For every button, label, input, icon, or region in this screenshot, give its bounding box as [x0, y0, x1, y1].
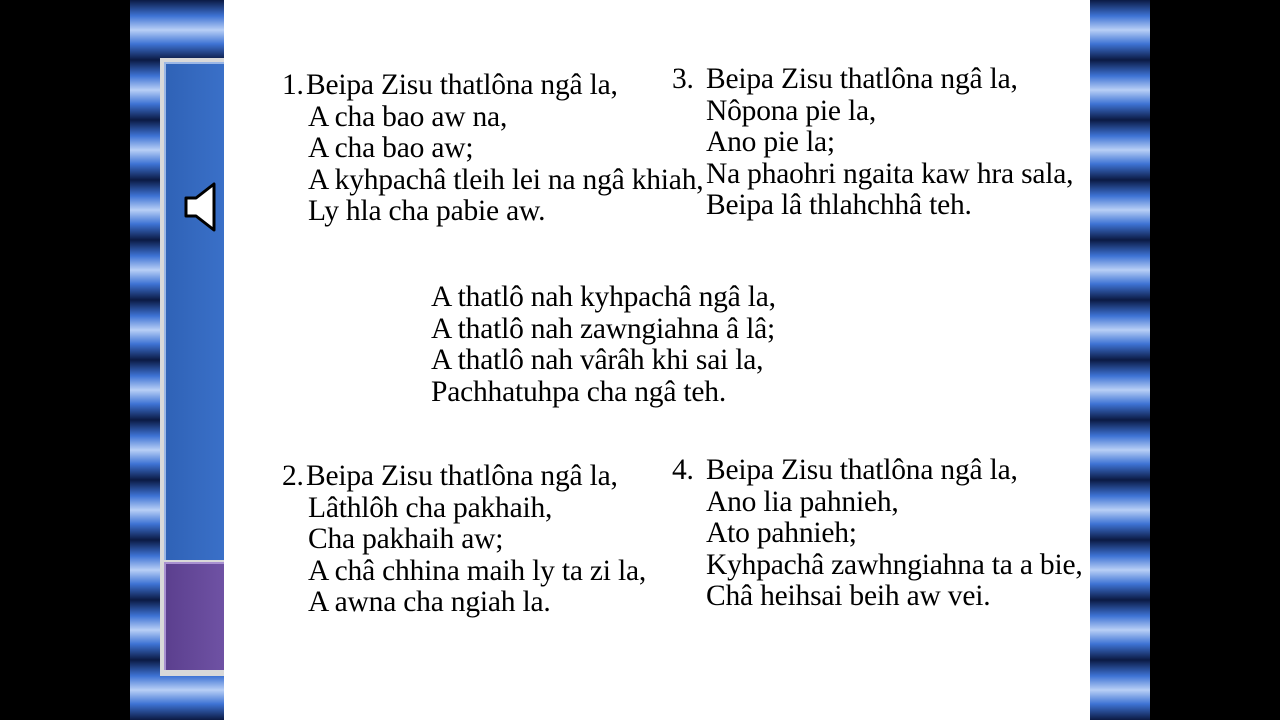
chorus-line: A thatlô nah kyhpachâ ngâ la, [431, 281, 776, 313]
speaker-icon[interactable] [182, 182, 224, 232]
verse-4 [672, 454, 1083, 613]
lyrics-page [224, 0, 1090, 720]
verse-2 [282, 460, 647, 619]
verse-line: Beipa Zisu thatlôna ngâ la, [306, 460, 618, 492]
verse-line: Châ heihsai beih aw vei. [706, 580, 991, 612]
verse-1 [282, 69, 704, 228]
verse-line: Ato pahnieh; [706, 517, 857, 549]
verse-line: A cha bao aw; [308, 132, 474, 164]
verse-number: 1. [282, 69, 304, 101]
verse-line: Lâthlôh cha pakhaih, [308, 491, 553, 524]
verse-3 [672, 63, 1074, 222]
verse-line: Beipa lâ thlahchhâ teh. [706, 189, 972, 221]
verse-number: 4. [672, 454, 694, 486]
verse-line: Beipa Zisu thatlôna ngâ la, [706, 63, 1018, 95]
chorus-line: A thatlô nah zawngiahna â lâ; [431, 312, 775, 345]
chorus-line: Pachhatuhpa cha ngâ teh. [431, 375, 726, 408]
verse-line: Cha pakhaih aw; [308, 523, 504, 555]
chorus [431, 282, 776, 408]
audio-control-panel [164, 62, 224, 560]
chorus-line: A thatlô nah vârâh khi sai la, [431, 344, 764, 376]
verse-line: Kyhpachâ zawhngiahna ta a bie, [706, 548, 1083, 581]
verse-number: 3. [672, 63, 694, 95]
verse-line: Beipa Zisu thatlôna ngâ la, [706, 454, 1018, 486]
verse-line: Nôpona pie la, [706, 94, 877, 127]
media-side-panel [160, 58, 224, 676]
secondary-panel [164, 562, 224, 670]
verse-line: Ano lia pahnieh, [706, 485, 899, 518]
verse-line: A awna cha ngiah la. [308, 586, 551, 618]
right-striped-border [1090, 0, 1150, 720]
verse-line: Na phaohri ngaita kaw hra sala, [706, 157, 1074, 190]
verse-line: A châ chhina maih ly ta zi la, [308, 554, 647, 587]
verse-line: A cha bao aw na, [308, 100, 508, 133]
verse-line: Ano pie la; [706, 126, 835, 158]
verse-number: 2. [282, 460, 304, 492]
verse-line: Beipa Zisu thatlôna ngâ la, [306, 69, 618, 101]
verse-line: A kyhpachâ tleih lei na ngâ khiah, [308, 163, 704, 196]
verse-line: Ly hla cha pabie aw. [308, 195, 546, 227]
